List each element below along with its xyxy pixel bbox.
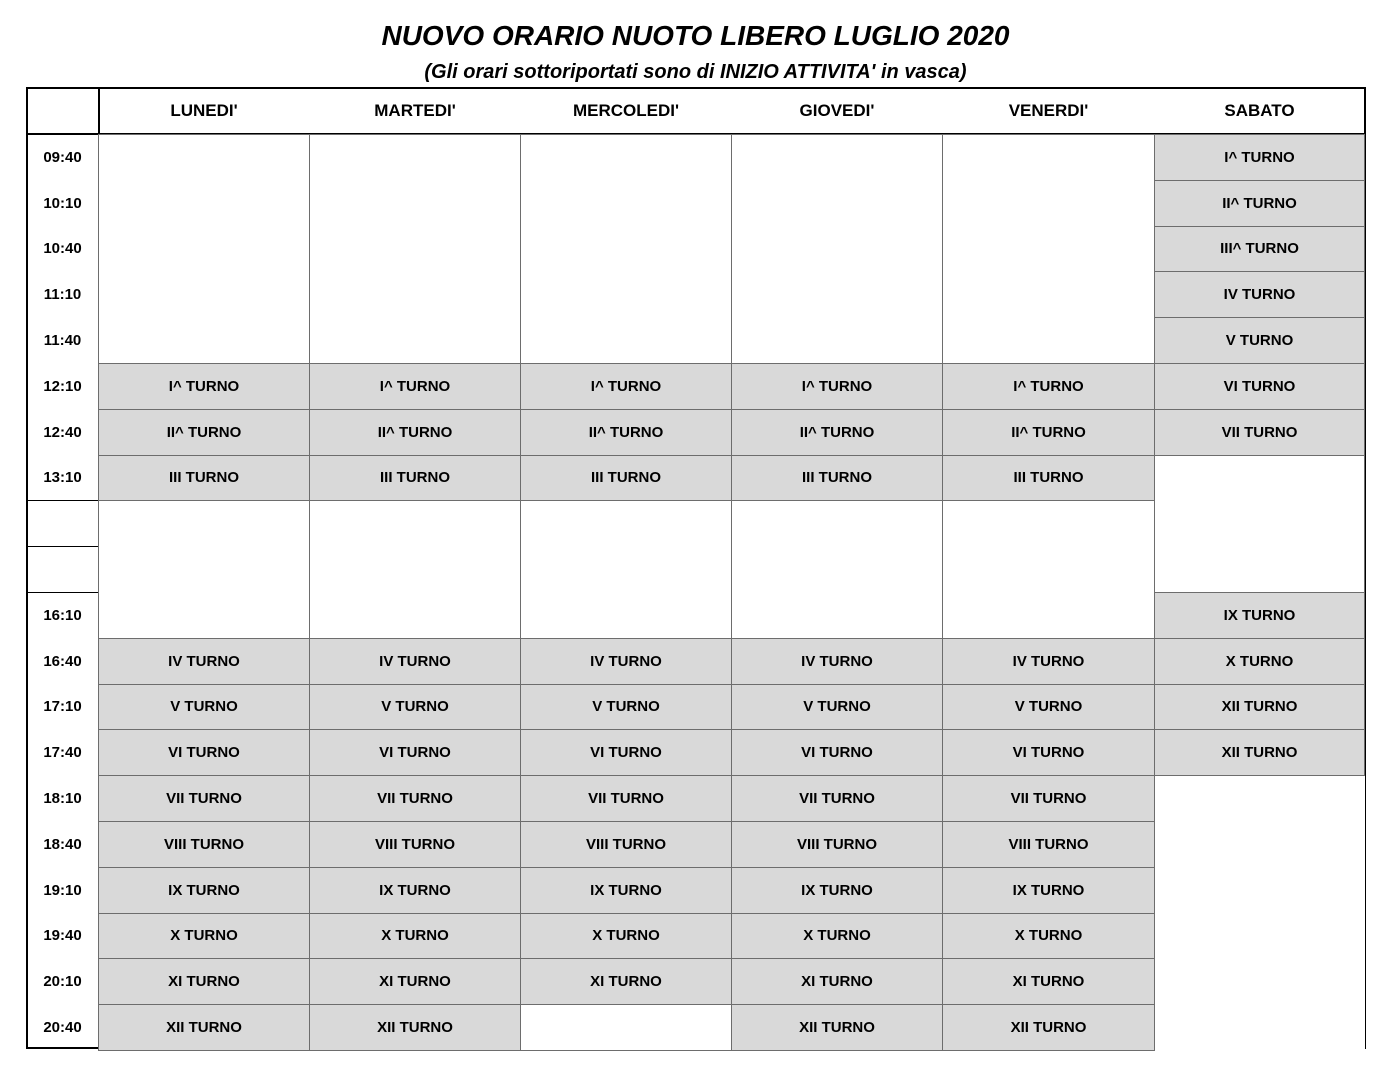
turno-slot: VII TURNO: [1154, 409, 1365, 456]
turno-slot: XI TURNO: [731, 958, 943, 1005]
turno-slot: III TURNO: [520, 455, 732, 502]
turno-slot: I^ TURNO: [520, 363, 732, 410]
turno-slot: III^ TURNO: [1154, 226, 1365, 273]
turno-slot: VI TURNO: [731, 729, 943, 776]
turno-slot: VIII TURNO: [520, 821, 732, 868]
turno-slot: V TURNO: [731, 684, 943, 731]
turno-slot: VI TURNO: [1154, 363, 1365, 410]
turno-slot: I^ TURNO: [942, 363, 1155, 410]
turno-slot: V TURNO: [520, 684, 732, 731]
turno-slot: XII TURNO: [1154, 729, 1365, 776]
time-label: 17:10: [43, 698, 82, 716]
turno-slot: II^ TURNO: [309, 409, 521, 456]
time-row-divider: [26, 500, 98, 501]
time-label: 19:40: [43, 927, 82, 945]
time-label: 10:10: [43, 194, 82, 212]
turno-slot: III TURNO: [98, 455, 310, 502]
turno-slot: X TURNO: [731, 913, 943, 960]
turno-slot: III TURNO: [309, 455, 521, 502]
turno-slot: IV TURNO: [731, 638, 943, 685]
turno-slot: X TURNO: [1154, 638, 1365, 685]
turno-slot: VIII TURNO: [309, 821, 521, 868]
turno-slot: VII TURNO: [98, 775, 310, 822]
turno-slot: I^ TURNO: [309, 363, 521, 410]
day-header: LUNEDI': [170, 100, 238, 120]
empty-slot: [1154, 455, 1365, 593]
turno-slot: XII TURNO: [942, 1004, 1155, 1051]
turno-slot: VII TURNO: [731, 775, 943, 822]
turno-slot: III TURNO: [731, 455, 943, 502]
turno-slot: IV TURNO: [520, 638, 732, 685]
turno-slot: IV TURNO: [98, 638, 310, 685]
empty-slot: [1154, 775, 1365, 1051]
turno-slot: I^ TURNO: [1154, 134, 1365, 181]
empty-slot: [731, 500, 943, 638]
turno-slot: XII TURNO: [1154, 684, 1365, 731]
time-label: 19:10: [43, 881, 82, 899]
time-label: [26, 546, 99, 593]
empty-slot: [520, 1004, 732, 1051]
turno-slot: II^ TURNO: [731, 409, 943, 456]
page-subtitle: (Gli orari sottoriportati sono di INIZIO ATTIVITA' in vasca): [424, 61, 967, 83]
time-label: 12:10: [43, 377, 82, 395]
turno-slot: IX TURNO: [942, 867, 1155, 914]
empty-slot: [731, 134, 943, 364]
empty-slot: [309, 500, 521, 638]
schedule-table: [26, 87, 1366, 1049]
turno-slot: VI TURNO: [942, 729, 1155, 776]
day-header: GIOVEDI': [799, 100, 875, 120]
turno-slot: IV TURNO: [942, 638, 1155, 685]
time-label: 11:40: [43, 332, 82, 350]
turno-slot: VIII TURNO: [98, 821, 310, 868]
time-label: 18:40: [43, 835, 82, 853]
turno-slot: IX TURNO: [520, 867, 732, 914]
day-header: VENERDI': [1008, 100, 1089, 120]
empty-slot: [98, 134, 310, 364]
time-label: 16:40: [43, 652, 82, 670]
turno-slot: XI TURNO: [309, 958, 521, 1005]
time-label: 09:40: [43, 148, 82, 166]
time-label: 12:40: [43, 423, 82, 441]
turno-slot: X TURNO: [309, 913, 521, 960]
turno-slot: XI TURNO: [520, 958, 732, 1005]
time-label: 11:10: [43, 286, 82, 304]
time-label: 20:40: [43, 1019, 82, 1037]
empty-slot: [98, 500, 310, 638]
turno-slot: VII TURNO: [309, 775, 521, 822]
turno-slot: X TURNO: [520, 913, 732, 960]
turno-slot: IX TURNO: [98, 867, 310, 914]
turno-slot: XII TURNO: [98, 1004, 310, 1051]
turno-slot: I^ TURNO: [98, 363, 310, 410]
turno-slot: V TURNO: [309, 684, 521, 731]
time-label: 18:10: [43, 790, 82, 808]
turno-slot: VI TURNO: [520, 729, 732, 776]
empty-slot: [520, 500, 732, 638]
time-row-divider: [26, 546, 98, 547]
time-label: 17:40: [43, 744, 82, 762]
empty-slot: [309, 134, 521, 364]
turno-slot: IV TURNO: [1154, 271, 1365, 318]
turno-slot: VI TURNO: [309, 729, 521, 776]
time-label: 13:10: [43, 469, 82, 487]
turno-slot: IX TURNO: [309, 867, 521, 914]
time-label: [26, 500, 99, 547]
turno-slot: XI TURNO: [98, 958, 310, 1005]
turno-slot: VIII TURNO: [731, 821, 943, 868]
day-header: MARTEDI': [374, 100, 456, 120]
time-row-divider: [26, 592, 98, 593]
turno-slot: IV TURNO: [309, 638, 521, 685]
turno-slot: II^ TURNO: [98, 409, 310, 456]
turno-slot: V TURNO: [1154, 317, 1365, 364]
turno-slot: II^ TURNO: [942, 409, 1155, 456]
turno-slot: II^ TURNO: [1154, 180, 1365, 227]
turno-slot: V TURNO: [98, 684, 310, 731]
page-title: NUOVO ORARIO NUOTO LIBERO LUGLIO 2020: [381, 20, 1010, 51]
time-label: 10:40: [43, 240, 82, 258]
turno-slot: XI TURNO: [942, 958, 1155, 1005]
turno-slot: VII TURNO: [520, 775, 732, 822]
turno-slot: I^ TURNO: [731, 363, 943, 410]
turno-slot: VI TURNO: [98, 729, 310, 776]
turno-slot: IX TURNO: [731, 867, 943, 914]
turno-slot: VIII TURNO: [942, 821, 1155, 868]
turno-slot: X TURNO: [942, 913, 1155, 960]
time-label: 16:10: [43, 606, 82, 624]
turno-slot: X TURNO: [98, 913, 310, 960]
empty-slot: [520, 134, 732, 364]
empty-slot: [942, 500, 1155, 638]
empty-slot: [942, 134, 1155, 364]
turno-slot: II^ TURNO: [520, 409, 732, 456]
day-header: MERCOLEDI': [572, 100, 680, 120]
day-header: SABATO: [1224, 100, 1295, 120]
turno-slot: XII TURNO: [731, 1004, 943, 1051]
turno-slot: V TURNO: [942, 684, 1155, 731]
turno-slot: XII TURNO: [309, 1004, 521, 1051]
turno-slot: IX TURNO: [1154, 592, 1365, 639]
turno-slot: III TURNO: [942, 455, 1155, 502]
time-label: 20:10: [43, 973, 82, 991]
turno-slot: VII TURNO: [942, 775, 1155, 822]
